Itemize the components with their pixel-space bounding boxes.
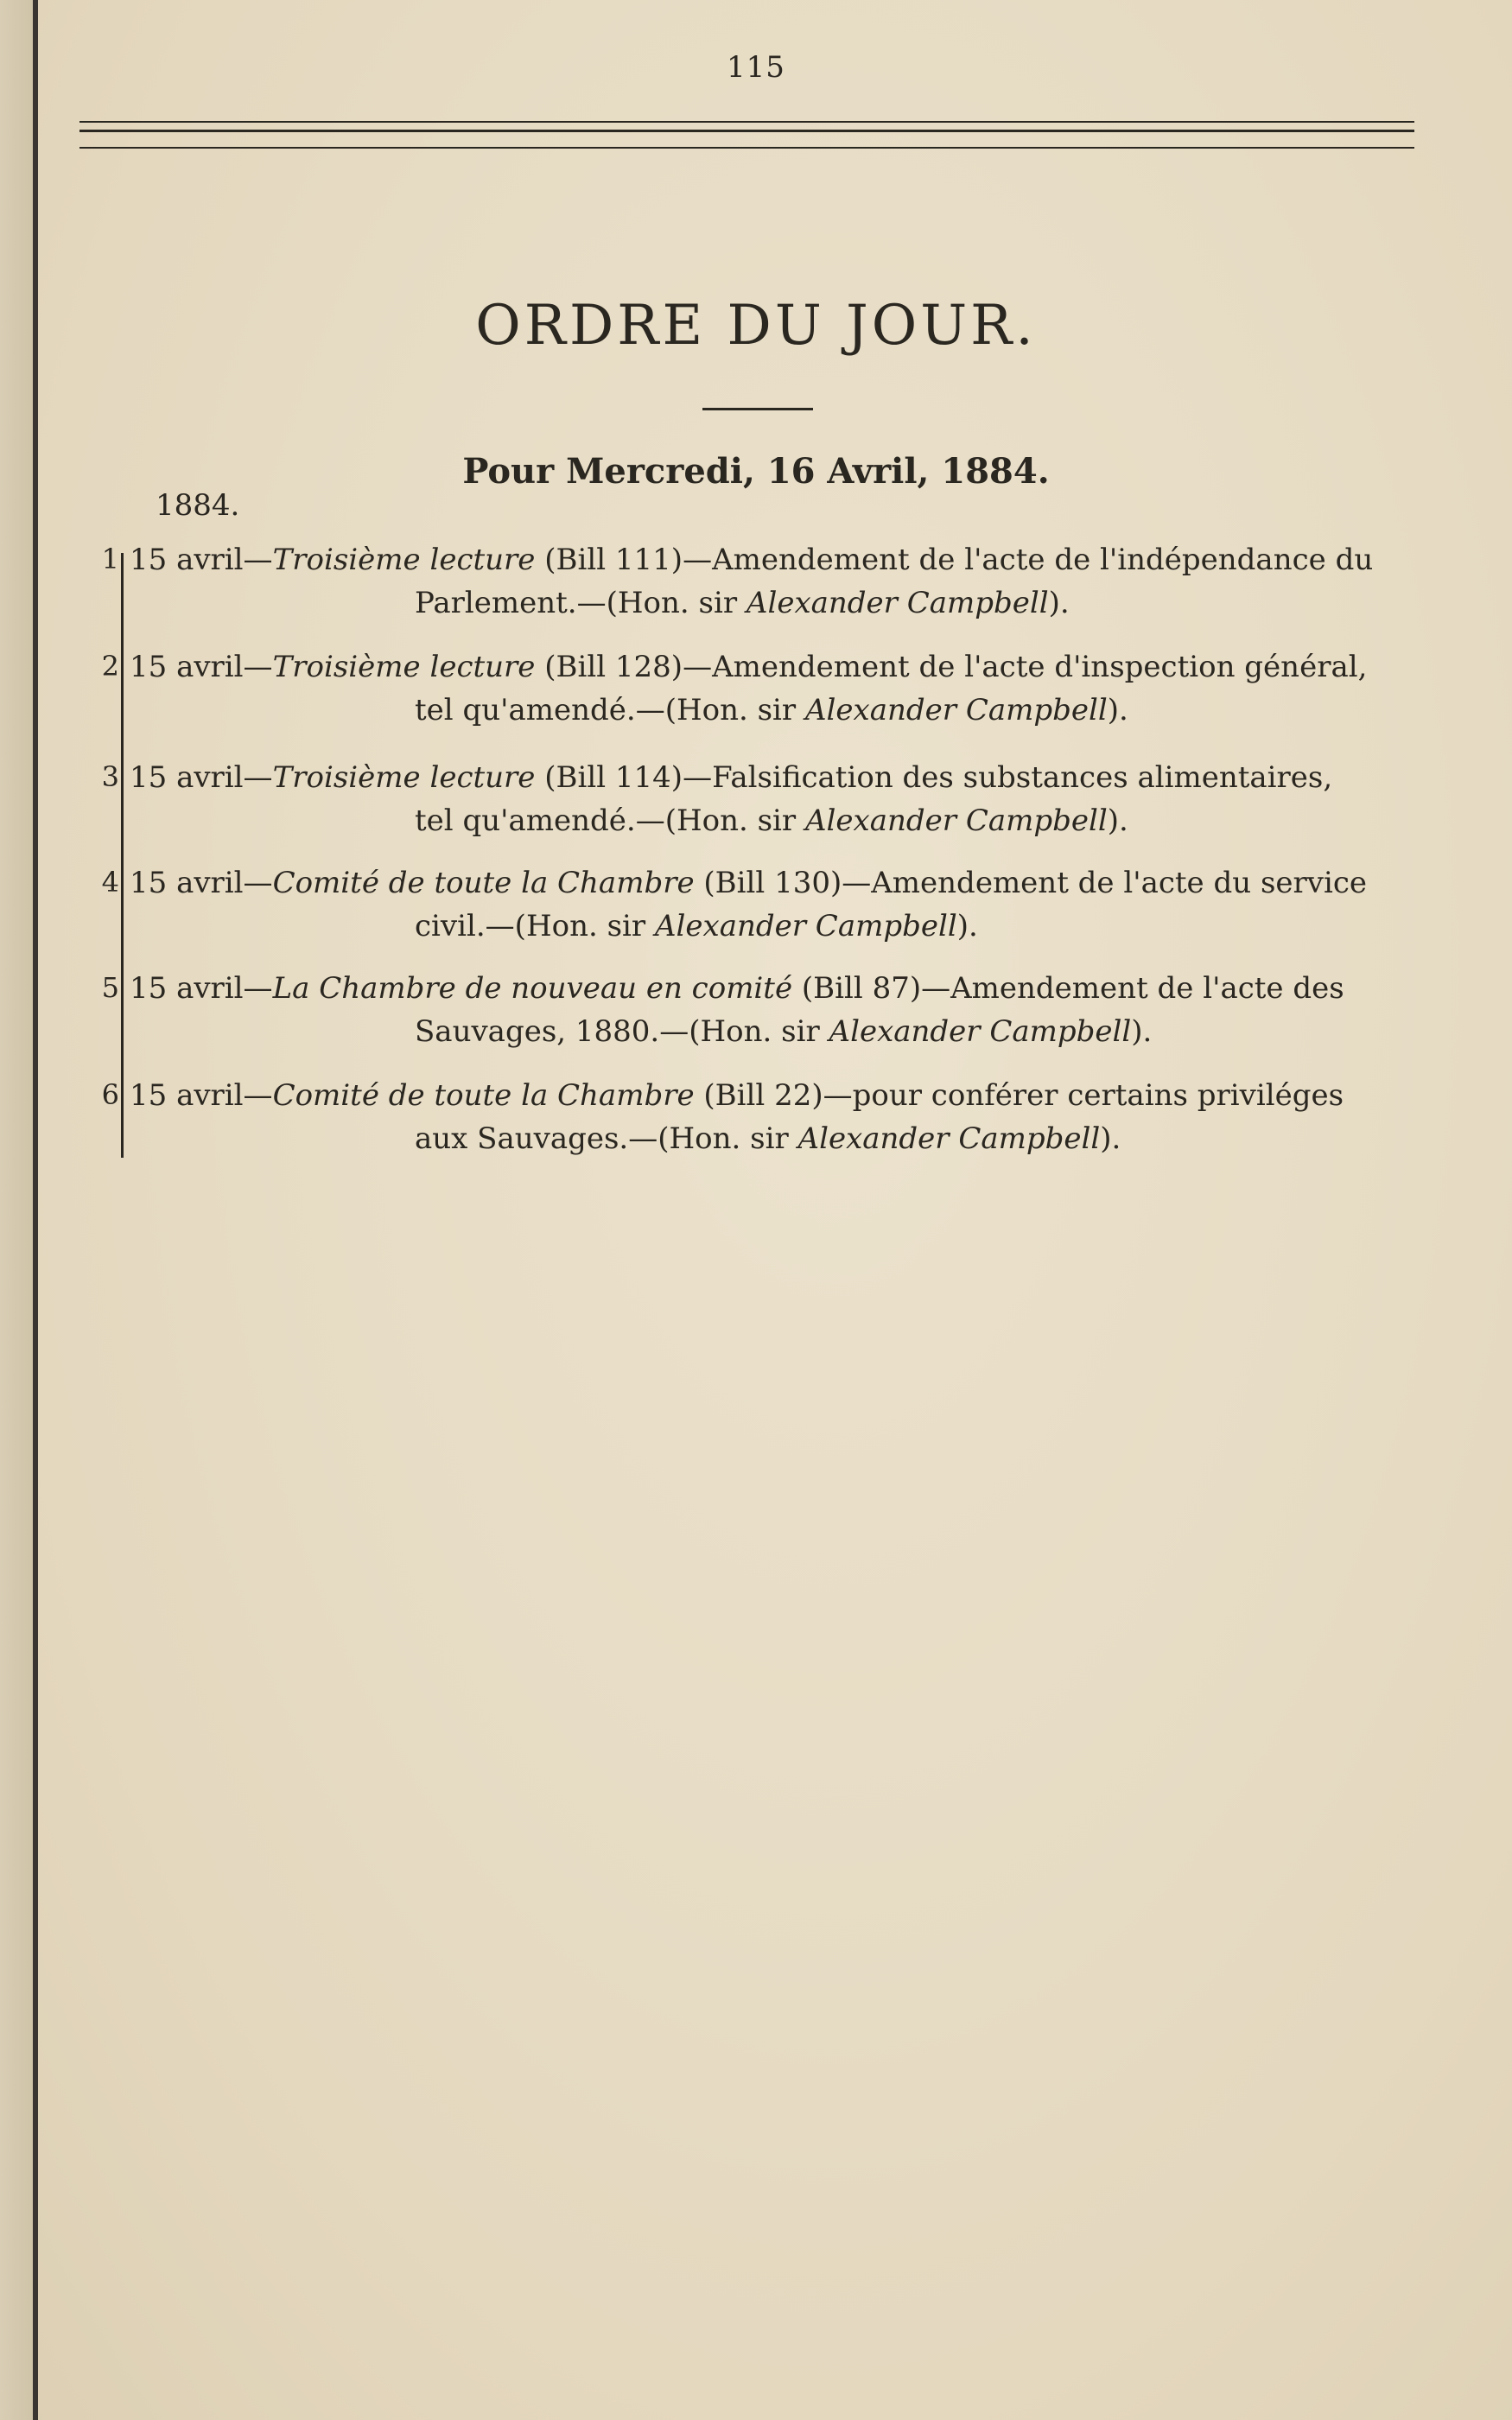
item-closing: ).	[956, 909, 978, 943]
item-continuation: Parlement.—(Hon. sir	[415, 586, 746, 620]
item-continuation: tel qu'amendé.—(Hon. sir	[415, 803, 805, 838]
item-line-2	[415, 693, 1452, 727]
item-date: 15 avril—	[130, 543, 273, 577]
item-line-1	[130, 760, 1443, 795]
item-line-1	[130, 866, 1443, 900]
item-line-1	[130, 1078, 1443, 1113]
item-description: (Bill 128)—Amendement de l'acte d'inspection général,	[535, 650, 1368, 684]
binding-spine	[33, 0, 38, 2420]
page-number: 115	[727, 50, 785, 85]
item-mover: Alexander Campbell	[797, 1121, 1101, 1156]
header-rule	[79, 130, 1414, 132]
item-closing: ).	[1107, 693, 1128, 727]
item-line-2	[415, 1121, 1452, 1156]
header-rule	[79, 147, 1414, 149]
item-line-1	[130, 543, 1443, 577]
item-mover: Alexander Campbell	[804, 803, 1108, 838]
item-continuation: aux Sauvages.—(Hon. sir	[415, 1121, 798, 1156]
date-subtitle: Pour Mercredi, 16 Avril, 1884.	[462, 451, 1050, 492]
item-number: 4	[101, 866, 119, 899]
item-stage: Comité de toute la Chambre	[272, 1078, 695, 1113]
item-line-2	[415, 1014, 1452, 1049]
item-line-2	[415, 803, 1452, 838]
item-description: (Bill 111)—Amendement de l'acte de l'indépendance du	[535, 543, 1374, 577]
item-continuation: civil.—(Hon. sir	[415, 909, 655, 943]
item-description: (Bill 22)—pour conférer certains priviléges	[694, 1078, 1344, 1113]
item-description: (Bill 114)—Falsification des substances alimentaires,	[535, 760, 1333, 795]
item-stage: Troisième lecture	[272, 650, 536, 684]
item-number: 5	[101, 971, 119, 1004]
item-description: (Bill 87)—Amendement de l'acte des	[792, 971, 1344, 1006]
item-stage: Comité de toute la Chambre	[272, 866, 695, 900]
item-line-2	[415, 586, 1452, 620]
year-marker: 1884.	[156, 488, 240, 523]
item-line-2	[415, 909, 1452, 943]
item-mover: Alexander Campbell	[804, 693, 1108, 727]
margin-rule	[121, 553, 124, 1158]
item-stage: Troisième lecture	[272, 760, 536, 795]
item-number: 1	[101, 543, 119, 575]
item-closing: ).	[1048, 586, 1070, 620]
item-date: 15 avril—	[130, 866, 273, 900]
item-mover: Alexander Campbell	[654, 909, 957, 943]
item-description: (Bill 130)—Amendement de l'acte du service	[694, 866, 1368, 900]
item-stage: Troisième lecture	[272, 543, 536, 577]
item-number: 6	[101, 1078, 119, 1111]
item-date: 15 avril—	[130, 650, 273, 684]
binding-edge	[0, 0, 33, 2420]
item-continuation: tel qu'amendé.—(Hon. sir	[415, 693, 805, 727]
item-date: 15 avril—	[130, 971, 273, 1006]
item-number: 3	[101, 760, 119, 793]
item-closing: ).	[1107, 803, 1128, 838]
item-mover: Alexander Campbell	[829, 1014, 1132, 1049]
item-closing: ).	[1100, 1121, 1121, 1156]
item-line-1	[130, 971, 1443, 1006]
item-date: 15 avril—	[130, 1078, 273, 1113]
header-rule	[79, 121, 1414, 123]
title-divider	[702, 408, 813, 410]
item-closing: ).	[1131, 1014, 1153, 1049]
page-title: ORDRE DU JOUR.	[475, 294, 1037, 358]
item-stage: La Chambre de nouveau en comité	[272, 971, 793, 1006]
item-continuation: Sauvages, 1880.—(Hon. sir	[415, 1014, 829, 1049]
item-number: 2	[101, 650, 119, 683]
item-line-1	[130, 650, 1443, 684]
item-mover: Alexander Campbell	[746, 586, 1049, 620]
item-date: 15 avril—	[130, 760, 273, 795]
